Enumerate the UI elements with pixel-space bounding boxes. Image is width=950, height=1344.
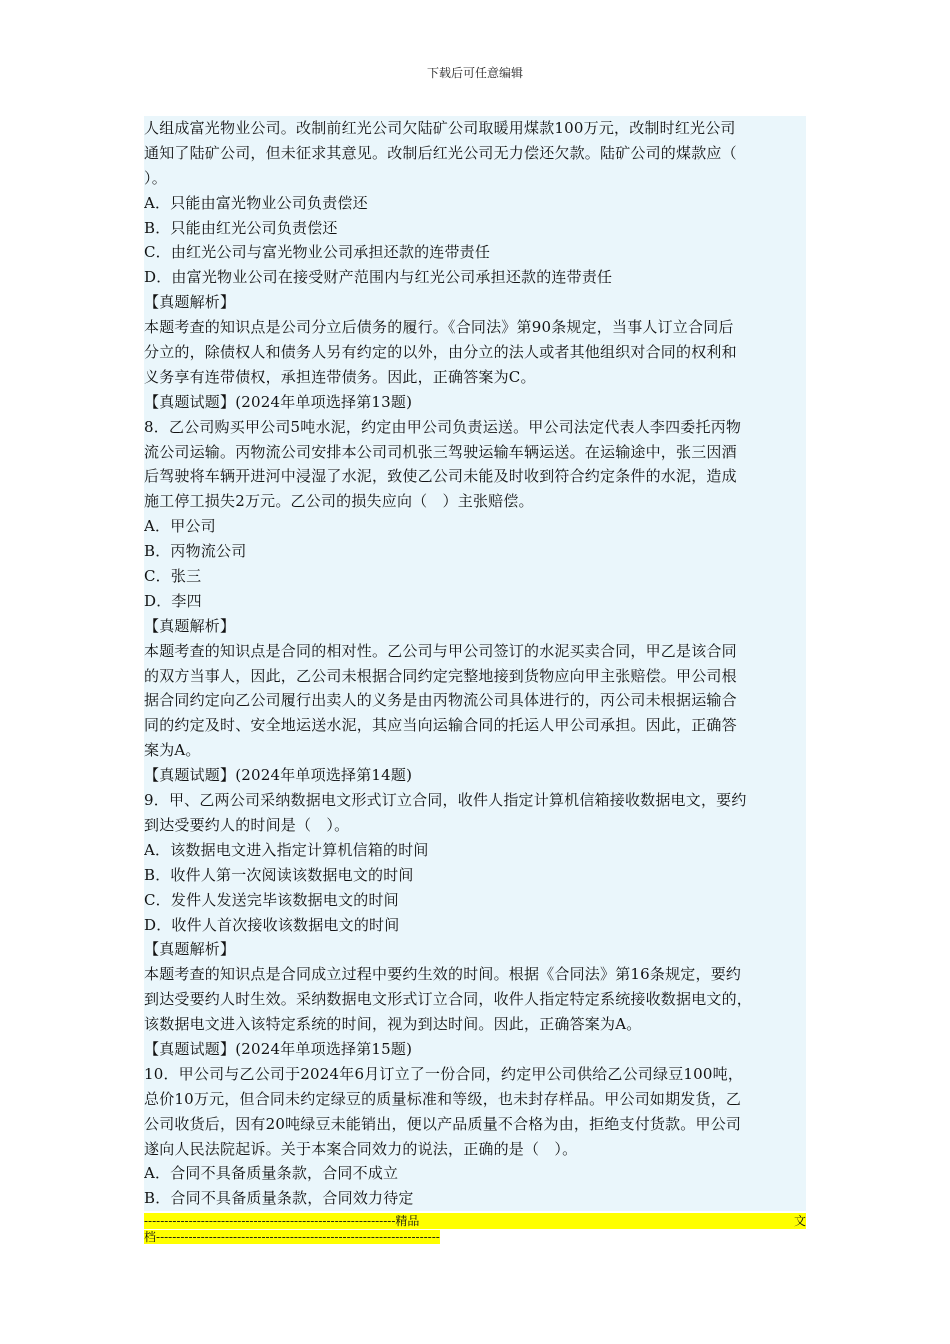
footer-dashes-left: -------------------------------------------------------------- <box>144 1214 396 1228</box>
text-line: ）。 <box>144 168 167 187</box>
text-line: 本题考查的知识点是合同成立过程中要约生效的时间。根据《合同法》第16条规定，要约 <box>144 965 742 984</box>
text-line: C．张三 <box>144 567 202 586</box>
text-line: 【真题解析】 <box>144 940 236 959</box>
footer-line-2 <box>144 1229 806 1245</box>
text-line: 本题考查的知识点是合同的相对性。乙公司与甲公司签订的水泥买卖合同，甲乙是该合同 <box>144 641 737 660</box>
page-header: 下载后可任意编辑 <box>426 66 523 80</box>
text-line: 案为A。 <box>144 741 201 760</box>
text-line: 遂向人民法院起诉。关于本案合同效力的说法，正确的是（ ）。 <box>144 1139 578 1158</box>
footer-char-1: 精 <box>395 1214 408 1228</box>
text-line: A．只能由富光物业公司负责偿还 <box>144 193 368 212</box>
footer-dashes-right: ---------------------------------------------------------------------- <box>156 1230 440 1244</box>
text-line: 人组成富光物业公司。改制前红光公司欠陆矿公司取暖用煤款100万元，改制时红光公司 <box>144 119 736 137</box>
text-line: A．甲公司 <box>144 517 216 536</box>
text-line: D．李四 <box>144 591 202 610</box>
text-line: 同的约定及时、安全地运送水泥，其应当向运输合同的托运人甲公司承担。因此，正确答 <box>144 716 737 735</box>
text-line: A．该数据电文进入指定计算机信箱的时间 <box>144 840 429 859</box>
text-line: 通知了陆矿公司，但未征求其意见。改制后红光公司无力偿还欠款。陆矿公司的煤款应（ <box>144 143 737 162</box>
text-line: 公司收货后，因有20吨绿豆未能销出，便以产品质量不合格为由，拒绝支付货款。甲公司 <box>144 1114 742 1133</box>
footer-char-3: 文 <box>793 1214 806 1228</box>
text-line: B．收件人第一次阅读该数据电文的时间 <box>144 865 414 884</box>
text-line: 【真题解析】 <box>144 293 236 312</box>
footer-line-1 <box>144 1213 806 1229</box>
text-line: B．合同不具备质量条款，合同效力待定 <box>144 1189 414 1208</box>
text-line: 后驾驶将车辆开进河中浸湿了水泥，致使乙公司未能及时收到符合约定条件的水泥，造成 <box>144 467 737 486</box>
text-line: 的双方当事人，因此，乙公司未根据合同约定完整地接到货物应向甲主张赔偿。甲公司根 <box>144 666 737 685</box>
text-line: 总价10万元，但合同未约定绿豆的质量标准和等级，也未封存样品。甲公司如期发货，乙 <box>144 1089 742 1108</box>
text-line: 据合同约定向乙公司履行出卖人的义务是由丙物流公司具体进行的，丙公司未根据运输合 <box>144 691 737 710</box>
text-line: 施工停工损失2万元。乙公司的损失应向（ ）主张赔偿。 <box>144 492 534 511</box>
text-line: 【真题试题】(2024年单项选择第13题) <box>144 392 413 411</box>
text-line: 9．甲、乙两公司采纳数据电文形式订立合同，收件人指定计算机信箱接收数据电文，要约 <box>144 791 747 810</box>
text-line: 8．乙公司购买甲公司5吨水泥，约定由甲公司负责运送。甲公司法定代表人李四委托丙物 <box>144 417 742 436</box>
text-line: B．只能由红光公司负责偿还 <box>144 218 338 237</box>
document-body <box>144 116 806 1211</box>
text-line: 分立的，除债权人和债务人另有约定的以外，由分立的法人或者其他组织对合同的权利和 <box>144 343 737 362</box>
text-line: C．由红光公司与富光物业公司承担还款的连带责任 <box>144 243 491 262</box>
text-line: C．发件人发送完毕该数据电文的时间 <box>144 890 399 909</box>
text-line: B．丙物流公司 <box>144 542 247 561</box>
footer-prefix: 档 <box>144 1230 157 1244</box>
text-line: D．由富光物业公司在接受财产范围内与红光公司承担还款的连带责任 <box>144 268 613 287</box>
text-line: 【真题试题】(2024年单项选择第15题) <box>144 1039 413 1058</box>
text-line: 【真题试题】(2024年单项选择第14题) <box>144 766 413 785</box>
text-line: 到达受要约人的时间是（ ）。 <box>144 815 350 834</box>
text-line: 【真题解析】 <box>144 616 236 635</box>
text-line: A．合同不具备质量条款，合同不成立 <box>144 1164 399 1183</box>
text-line: 流公司运输。丙物流公司安排本公司司机张三驾驶运输车辆运送。在运输途中，张三因酒 <box>144 442 737 461</box>
text-line: 10．甲公司与乙公司于2024年6月订立了一份合同，约定甲公司供给乙公司绿豆100吨， <box>144 1064 744 1083</box>
text-line: 到达受要约人时生效。采纳数据电文形式订立合同，收件人指定特定系统接收数据电文的， <box>144 990 753 1009</box>
text-line: 义务享有连带债权，承担连带债务。因此，正确答案为C。 <box>144 367 536 386</box>
text-line: 本题考查的知识点是公司分立后债务的履行。《合同法》第90条规定，当事人订立合同后 <box>144 318 734 337</box>
footer-watermark <box>144 1213 806 1245</box>
text-line: D．收件人首次接收该数据电文的时间 <box>144 915 400 934</box>
text-line: 该数据电文进入该特定系统的时间，视为到达时间。因此，正确答案为A。 <box>144 1015 642 1034</box>
footer-char-2: 品 <box>407 1214 420 1228</box>
